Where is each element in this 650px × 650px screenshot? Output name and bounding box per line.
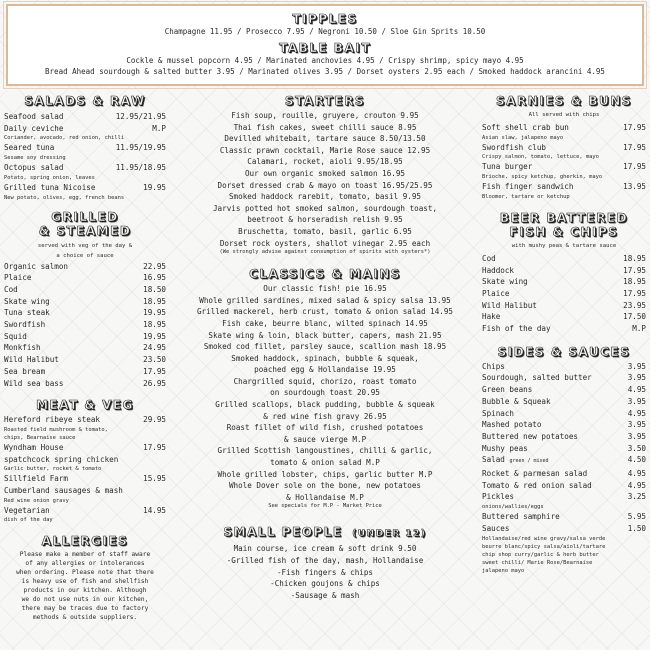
menu-item (4, 307, 166, 319)
item-desc: Potato, spring onion, leaves (4, 174, 95, 181)
menu-line: Devilled whitebait, tartare sauce 8.50/13.50 (224, 134, 426, 144)
item-name-main: Salad (482, 455, 505, 465)
tipples-line: Champagne 11.95 / Prosecco 7.95 / Negroni 10.50 / Sloe Gin Sprits 10.50 (164, 27, 486, 36)
item-price: 11.95/18.95 (115, 163, 166, 173)
item-price: 14.95 (143, 505, 166, 515)
item-price: 5.95 (627, 512, 646, 522)
menu-line: Whole grilled lobster, chips, garlic butter M.P (217, 469, 433, 479)
item-name: Wild Halibut (4, 355, 59, 365)
item-price: 19.95 (143, 182, 166, 192)
item-name: Cod (4, 284, 18, 294)
item-price: 24.95 (143, 343, 166, 353)
small-people-section (172, 543, 478, 601)
menu-item (482, 384, 646, 396)
menu-line: Roast fillet of wild fish, crushed potatoes (226, 423, 424, 433)
starters-section (172, 110, 478, 256)
item-price: 17.95 (623, 123, 646, 132)
menu-item (482, 372, 646, 384)
menu-item (4, 319, 166, 331)
beer-battered-subtitle: with mushy peas & tartare sauce (511, 242, 617, 249)
item-desc: Brioche, spicy ketchup, gherkin, mayo (482, 174, 603, 181)
menu-line: Calamari, rocket, aioli 9.95/18.95 (247, 157, 403, 167)
menu-line: -Grilled fish of the day, mash, Hollandaise (226, 556, 424, 565)
drinks-and-nibbles-panel (6, 4, 644, 86)
menu-item (482, 396, 646, 408)
allergy-line: we do not use nuts in our kitchen, (21, 596, 149, 604)
menu-item (4, 296, 166, 308)
menu-line: -Chicken goujons & chips (270, 579, 380, 589)
item-price: M.P (152, 123, 166, 133)
menu-line: Grilled mackerel, herb crust, tomato & onion salad 14.95 (196, 307, 454, 317)
item-name: Skate wing (4, 296, 50, 306)
item-price: 3.95 (627, 361, 646, 371)
menu-item (482, 408, 646, 420)
item-name: Mushy peas (482, 443, 528, 453)
menu-line: Dorset dressed crab & mayo on toast 16.95/25.95 (217, 180, 433, 190)
menu-item (4, 342, 166, 354)
menu-item (482, 523, 646, 535)
item-price: 3.95 (627, 420, 646, 430)
grilled-subtitle-1: served with veg of the day & (37, 242, 133, 249)
classics-section (172, 283, 478, 510)
menu-item (4, 182, 166, 194)
item-price: 3.95 (627, 373, 646, 383)
market-price-note: See specials for M.P - Market Price (268, 503, 382, 510)
menu-line: Skate wing & loin, black butter, capers, mash 21.95 (208, 330, 442, 340)
classics-heading: CLASSICS & MAINS (249, 267, 401, 282)
salads-heading: SALADS & RAW (24, 94, 146, 108)
allergies-heading: ALLERGIES (41, 534, 129, 549)
item-name: Rocket & parmesan salad (482, 469, 588, 479)
menu-line: Our own organic smoked salmon 16.95 (244, 168, 405, 178)
item-price: 1.50 (627, 523, 646, 533)
menu-item (4, 272, 166, 284)
item-price: 18.50 (143, 284, 166, 294)
grilled-subtitle-2: a choice of sauce (56, 252, 114, 259)
menu-item (4, 162, 166, 174)
menu-item (482, 443, 646, 455)
menu-item (4, 505, 166, 517)
item-name: Vegetarian (4, 505, 50, 515)
sarnies-heading: SARNIES & BUNS (496, 94, 632, 108)
item-price: 4.50 (627, 455, 646, 465)
menu-item (4, 414, 166, 426)
menu-item (4, 331, 166, 343)
item-name: Hereford ribeye steak (4, 415, 101, 425)
item-desc: dish of the day (4, 517, 53, 524)
item-name: Spinach (482, 408, 515, 418)
item-price: 17.95 (143, 442, 166, 452)
menu-item (482, 161, 646, 173)
menu-line: Bruschetta, tomato, basil, garlic 6.95 (238, 226, 412, 236)
menu-line: on sourdough toast 20.95 (270, 388, 380, 398)
item-name (482, 454, 549, 468)
allergy-line: there may be traces due to factory (21, 605, 149, 613)
allergy-line: is heavy use of fish and shellfish (21, 578, 149, 586)
item-name: Seared tuna (4, 143, 55, 153)
table-bait-line-1: Cockle & mussel popcorn 4.95 / Marinated anchovies 4.95 / Crispy shrimp, spicy mayo 4.95 (126, 56, 524, 65)
menu-item (482, 419, 646, 431)
menu-line: Grilled Scottish langoustines, chilli & garlic, (217, 446, 433, 456)
tipples-heading: TIPPLES (292, 12, 358, 26)
menu-item (4, 378, 166, 390)
allergy-line: methods & outside suppliers. (32, 614, 138, 622)
item-price: 22.95 (143, 261, 166, 271)
item-name: Wild sea bass (4, 378, 64, 388)
menu-line: Fish cake, beurre blanc, wilted spinach 14.95 (222, 318, 428, 328)
meat-section (4, 414, 166, 524)
item-name: Octopus salad (4, 163, 64, 173)
item-price: 29.95 (143, 415, 166, 425)
menu-item (482, 311, 646, 323)
item-name: Plaice (4, 273, 32, 283)
menu-line: Smoked haddock, spinach, bubble & squeak, (231, 353, 419, 363)
menu-line: Whole Dover sole on the bone, new potatoes (228, 481, 422, 491)
item-desc: Sesame soy dressing (4, 155, 66, 162)
item-price: 15.95 (143, 474, 166, 484)
table-bait-heading: TABLE BAIT (279, 41, 371, 55)
item-name: Green beans (482, 385, 533, 395)
item-desc: Red wine onion gravy (4, 497, 69, 504)
oyster-note: (We strongly advise against consumption of spirits with oysters*) (219, 249, 431, 256)
item-price: 17.95 (143, 366, 166, 376)
starters-heading: STARTERS (284, 94, 366, 108)
item-price: 11.95/19.95 (115, 143, 166, 153)
sauce-list-line: beurre blanc/spicy salsa/aioli/tartare (482, 543, 606, 550)
item-price: 3.25 (627, 492, 646, 502)
menu-item (482, 253, 646, 265)
menu-item (4, 354, 166, 366)
item-name: Daily ceviche (4, 123, 64, 133)
meat-heading: MEAT & VEG (36, 398, 134, 413)
menu-line: Jarvis potted hot smoked salmon, sourdough toast, (212, 203, 438, 213)
menu-item (482, 431, 646, 443)
item-price: 4.95 (627, 480, 646, 490)
item-name: Tuna steak (4, 308, 50, 318)
item-name: Swordfish (4, 320, 46, 330)
menu-line: & Hollandaise M.P (286, 492, 364, 502)
item-name: Sourdough, salted butter (482, 373, 592, 383)
allergies-notice (4, 550, 166, 622)
item-price: 18.95 (623, 277, 646, 287)
menu-item (482, 142, 646, 154)
item-name: Grilled tuna Nicoise (4, 182, 96, 192)
beer-battered-heading-2: FISH & CHIPS (509, 224, 619, 239)
menu-item (482, 454, 646, 468)
item-price: 17.95 (623, 288, 646, 298)
beer-battered-section (482, 253, 646, 335)
menu-item (482, 361, 646, 373)
item-name-options: green / mixed (509, 458, 549, 465)
grilled-section (4, 261, 166, 390)
item-name: Wyndham House (4, 442, 64, 452)
item-name: Tuna burger (482, 162, 533, 172)
item-desc: Garlic butter, rocket & tomato (4, 466, 102, 473)
menu-line: & sauce vierge M.P (283, 434, 367, 444)
salads-section (4, 111, 166, 202)
item-price: 19.95 (143, 308, 166, 318)
menu-item (482, 491, 646, 503)
item-name: Sauces (482, 523, 510, 533)
menu-item (482, 288, 646, 300)
middle-column (172, 94, 478, 601)
menu-item (482, 468, 646, 480)
item-name: Monkfish (4, 343, 41, 353)
item-name: Wild Halibut (482, 300, 537, 310)
item-price: 3.95 (627, 431, 646, 441)
item-desc: Roasted field mushroom & tomato, (4, 426, 108, 433)
item-desc: Asian slaw, jalapeno mayo (482, 134, 564, 141)
item-name: Organic salmon (4, 261, 69, 271)
item-name: Mashed potato (482, 420, 542, 430)
item-name: Fish of the day (482, 324, 551, 334)
menu-line: poached egg & Hollandaise 19.95 (254, 365, 396, 375)
item-name: Haddock (482, 265, 515, 275)
item-name: Sea bream (4, 366, 46, 376)
item-name: Buttered samphire (482, 512, 560, 522)
menu-item (4, 473, 166, 485)
menu-item (4, 366, 166, 378)
item-desc: onions/wallies/eggs (482, 504, 544, 511)
small-people-heading (172, 521, 478, 541)
menu-item (4, 111, 166, 123)
item-price: 4.95 (627, 408, 646, 418)
item-name: Chips (482, 361, 505, 371)
menu-line: Classic prawn cocktail, Marie Rose sauce 12.95 (219, 145, 431, 155)
menu-item (482, 480, 646, 492)
menu-item (482, 265, 646, 277)
item-price: 16.95 (143, 273, 166, 283)
sides-heading: SIDES & SAUCES (497, 344, 631, 359)
menu-item (4, 123, 166, 135)
left-column (4, 94, 166, 622)
menu-line: Our classic fish! pie 16.95 (263, 284, 387, 294)
table-bait-line-2: Bread Ahead sourdough & salted butter 3.95 / Marinated olives 3.95 / Dorset oysters 2.95 each / Smoked haddock arancini 4.95 (45, 67, 605, 76)
menu-line: Whole grilled sardines, mixed salad & spicy salsa 13.95 (199, 295, 451, 305)
sauce-list-line: jalapeno mayo (482, 567, 525, 574)
item-price: 18.95 (143, 296, 166, 306)
menu-item (482, 511, 646, 523)
allergy-line: products in our kitchen. Although (23, 587, 147, 595)
item-price: 17.95 (623, 162, 646, 172)
menu-item (482, 181, 646, 193)
item-name: Seafood salad (4, 112, 64, 121)
menu-line: Thai fish cakes, sweet chilli sauce 8.95 (233, 122, 417, 132)
menu-item (482, 323, 646, 335)
menu-item (4, 142, 166, 154)
menu-item (4, 442, 166, 454)
item-desc: Bloomer, tartare or ketchup (482, 193, 570, 200)
menu-line: Grilled scallops, black pudding, bubble & squeak (215, 400, 435, 410)
menu-line: Dorset rock oysters, shallot vinegar 2.95 each (219, 238, 431, 248)
item-name: Fish finger sandwich (482, 182, 574, 192)
menu-line: Chargrilled squid, chorizo, roast tomato (233, 376, 417, 386)
grilled-heading-line-1: GRILLED (51, 209, 119, 224)
item-name: Plaice (482, 288, 510, 298)
sauce-list-line: Hollandaise/red wine gravy/salsa verde (482, 535, 606, 542)
item-name: Squid (4, 331, 27, 341)
menu-item (4, 261, 166, 273)
item-price: 18.95 (143, 320, 166, 330)
item-name: Skate wing (482, 277, 528, 287)
item-price: 13.95 (623, 182, 646, 192)
item-price: 3.95 (627, 396, 646, 406)
menu-line: tomato & onion salad M.P (270, 458, 380, 468)
allergy-line: when ordering. Please note that there (16, 569, 154, 577)
item-price: 4.95 (627, 385, 646, 395)
sauce-list-line: sweet chilli/ Marie Rose/Bearnaise (482, 559, 593, 566)
item-price: M.P (632, 324, 646, 334)
allergy-line: of any allergies or intolerances (25, 560, 145, 568)
item-price: 26.95 (143, 378, 166, 388)
menu-item (482, 276, 646, 288)
item-desc: chips, Bearnaise sauce (4, 434, 76, 441)
item-name: Hake (482, 312, 501, 322)
sarnies-subtitle: All served with chips (528, 112, 600, 118)
menu-line: & red wine fish gravy 26.95 (263, 411, 387, 421)
item-price: 17.95 (623, 265, 646, 275)
right-column (482, 94, 646, 575)
menu-line: -Fish fingers & chips (276, 567, 373, 577)
item-name: Bubble & Squeak (482, 396, 551, 406)
allergy-line: Please make a member of staff aware (19, 551, 151, 559)
item-price: 12.95/21.95 (115, 112, 166, 121)
item-name-cont: spatchcock spring chicken (4, 454, 119, 464)
menu-item (482, 300, 646, 312)
item-price: 4.95 (627, 469, 646, 479)
item-price: 19.95 (143, 331, 166, 341)
sides-section (482, 361, 646, 575)
sarnies-section (482, 122, 646, 201)
item-price: 18.95 (623, 253, 646, 263)
menu-line: Fish soup, rouille, gruyere, crouton 9.95 (231, 111, 419, 120)
item-price: 17.50 (623, 312, 646, 322)
menu-line: -Sausage & mash (290, 590, 360, 600)
beer-battered-heading-1: BEER BATTERED (499, 210, 629, 225)
item-desc: Coriander, avocado, red onion, chilli (4, 135, 125, 142)
item-price: 3.50 (627, 443, 646, 453)
item-price: 17.95 (623, 142, 646, 152)
menu-line: Main course, ice cream & soft drink 9.50 (233, 544, 417, 554)
item-name: Tomato & red onion salad (482, 480, 592, 490)
item-name: Cod (482, 253, 496, 263)
small-people-title: SMALL PEOPLE (223, 525, 343, 540)
item-desc: Crispy salmon, tomato, lettuce, mayo (482, 154, 599, 161)
item-name: Sillfield Farm (4, 474, 69, 484)
item-name: Swordfish club (482, 142, 547, 152)
menu-line: beetroot & horseradish relish 9.95 (247, 215, 403, 225)
grilled-heading-line-2: & STEAMED (38, 223, 132, 238)
item-name-cont: Cumberland sausages & mash (4, 486, 123, 496)
item-name: Soft shell crab bun (482, 123, 569, 132)
item-name: Buttered new potatoes (482, 431, 579, 441)
item-price: 23.95 (623, 300, 646, 310)
item-name: Pickles (482, 492, 515, 502)
menu-item (4, 284, 166, 296)
item-desc: New potato, olives, egg, french beans (4, 194, 125, 201)
menu-item (482, 122, 646, 134)
sauce-list-line: chip shop curry/garlic & herb butter (482, 551, 599, 558)
menu-line: Smoked cod fillet, parsley sauce, scallion mash 18.95 (203, 342, 447, 352)
item-price: 23.50 (143, 355, 166, 365)
small-people-age: (UNDER 12) (352, 529, 427, 540)
menu-line: Smoked haddock rarebit, tomato, basil 9.95 (228, 192, 422, 202)
